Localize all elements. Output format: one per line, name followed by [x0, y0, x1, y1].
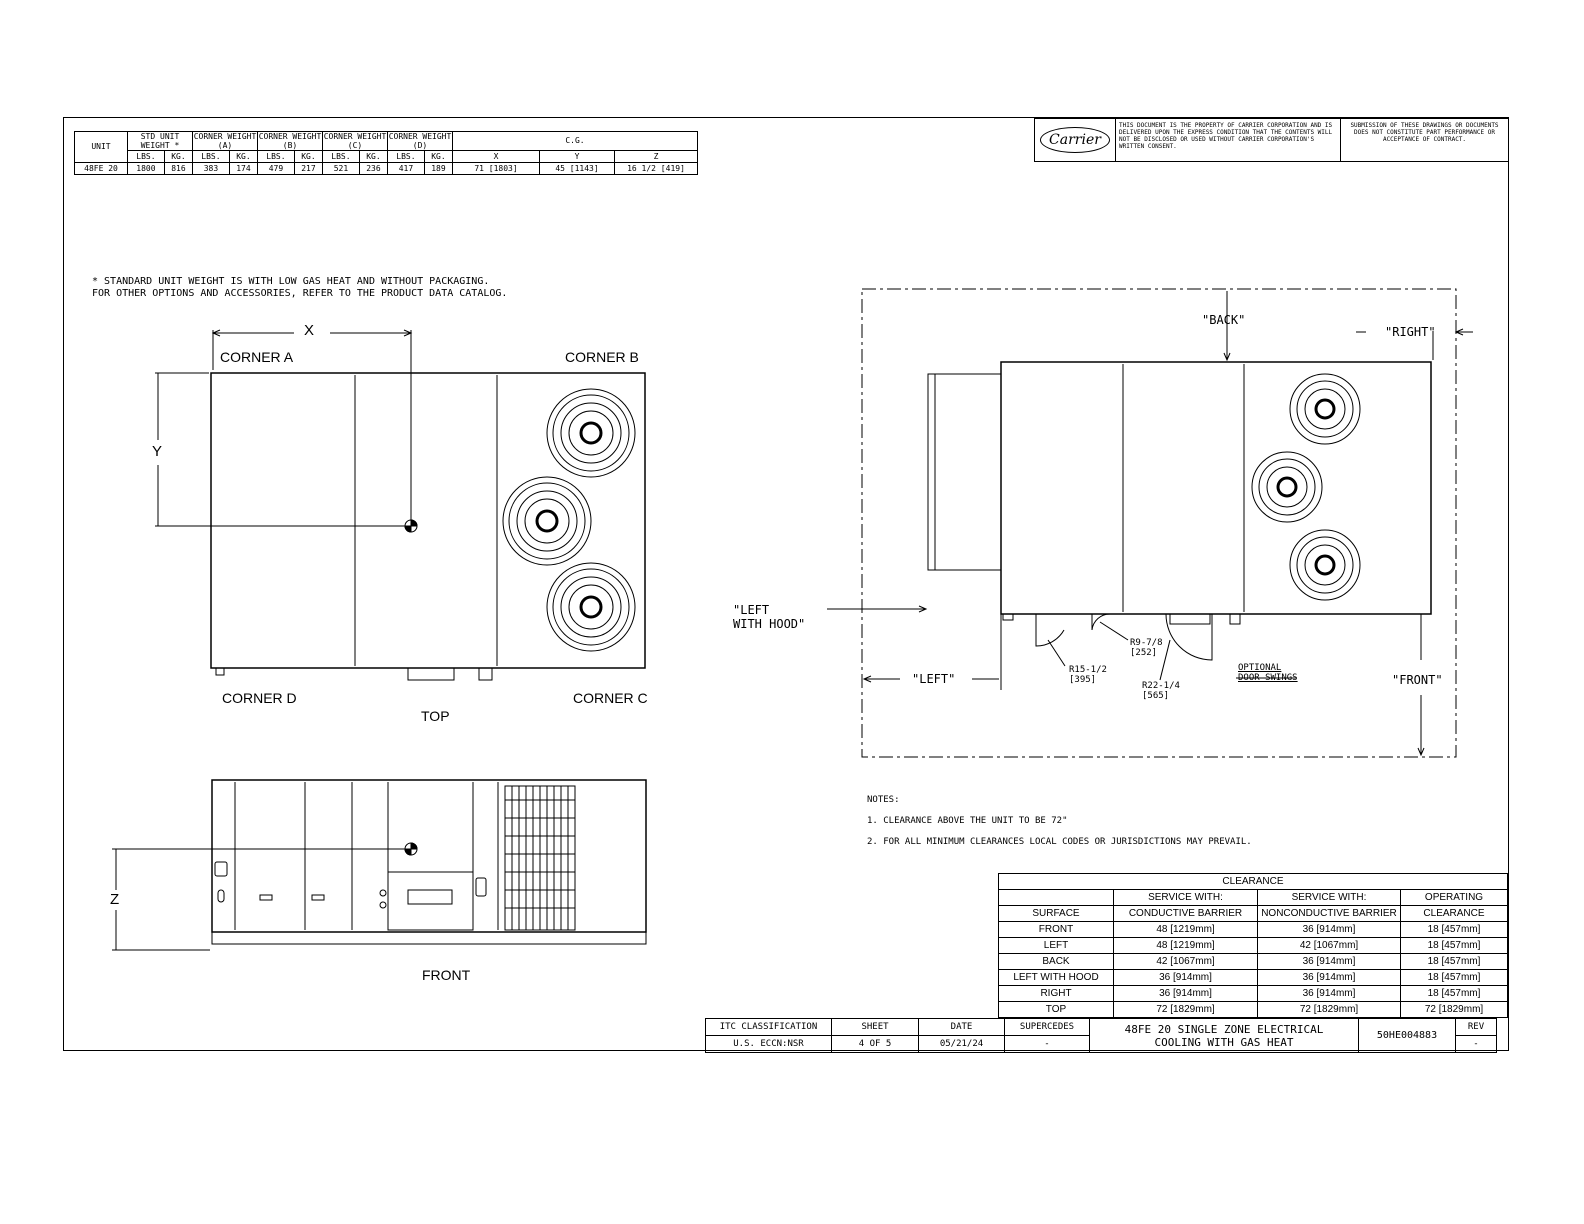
submission-disclaimer: SUBMISSION OF THESE DRAWINGS OR DOCUMENTS DOES NOT CONSTITUTE PART PERFORMANCE OR ACCEPTANCE OF CONTRACT.	[1350, 122, 1499, 143]
cell: 18 [457mm]	[1401, 970, 1508, 986]
table-row	[999, 986, 1508, 1002]
condenser-fan-icon	[1290, 374, 1360, 444]
date-label: DATE	[919, 1019, 1005, 1036]
handle-icon	[218, 890, 224, 902]
condenser-fan-icon	[1290, 530, 1360, 600]
lbs-label: LBS.	[258, 151, 295, 163]
cell: 48 [1219mm]	[1114, 922, 1258, 938]
rev-value: -	[1456, 1036, 1497, 1053]
note-1: 1. CLEARANCE ABOVE THE UNIT TO BE 72"	[867, 816, 1068, 826]
sheet-value: 4 OF 5	[832, 1036, 919, 1053]
header-std-weight: STD UNIT WEIGHT *	[128, 132, 193, 151]
blank-cell	[999, 890, 1114, 906]
drawing-description	[1090, 1019, 1359, 1053]
hood	[928, 374, 1001, 570]
itc-value: U.S. ECCN:NSR	[706, 1036, 832, 1053]
condenser-fan-icon	[547, 389, 635, 477]
header-cg: C.G.	[453, 132, 698, 151]
header-service-1: SERVICE WITH:	[1114, 890, 1258, 906]
header-corner-b: CORNER WEIGHT (B)	[258, 132, 322, 150]
supercedes-value: -	[1005, 1036, 1090, 1053]
cell: 189	[424, 163, 452, 175]
cell: 16 1/2 [419]	[615, 163, 698, 175]
table-row	[999, 1002, 1508, 1018]
header-corner-c: CORNER WEIGHT (C)	[323, 132, 387, 150]
header-service-2: SERVICE WITH:	[1258, 890, 1401, 906]
header-unit: UNIT	[75, 132, 128, 163]
header-nonconductive: NONCONDUCTIVE BARRIER	[1258, 906, 1401, 922]
cell: 18 [457mm]	[1401, 954, 1508, 970]
cell: 36 [914mm]	[1114, 970, 1258, 986]
table-row	[999, 954, 1508, 970]
handle-icon	[215, 862, 227, 876]
front-view	[112, 780, 646, 950]
cell: 36 [914mm]	[1114, 986, 1258, 1002]
top-view	[155, 330, 645, 680]
gas-heat-panel	[388, 872, 473, 930]
door-swing	[1166, 614, 1212, 660]
leg	[216, 668, 224, 675]
corner-c-label: CORNER C	[573, 690, 648, 706]
left-with-hood-line-1: "LEFT	[733, 603, 770, 617]
handle-icon	[476, 878, 486, 896]
cell: 36 [914mm]	[1258, 970, 1401, 986]
lbs-label: LBS.	[323, 151, 360, 163]
cell: 36 [914mm]	[1258, 954, 1401, 970]
cg-z-label: Z	[615, 151, 698, 163]
cell: 72 [1829mm]	[1114, 1002, 1258, 1018]
lbs-label: LBS.	[388, 151, 425, 163]
latch-icon	[312, 895, 324, 900]
latch-icon	[260, 895, 272, 900]
cell: 816	[164, 163, 192, 175]
date-value: 05/21/24	[919, 1036, 1005, 1053]
right-label: "RIGHT"	[1385, 325, 1436, 339]
door-swing	[1092, 614, 1110, 630]
unit-outline	[1001, 362, 1431, 614]
corner-d-label: CORNER D	[222, 690, 297, 706]
kg-label: KG.	[164, 151, 192, 163]
surface-cell: BACK	[999, 954, 1114, 970]
cell: 1800	[128, 163, 165, 175]
description-line-1: 48FE 20 SINGLE ZONE ELECTRICAL	[1124, 1022, 1324, 1036]
left-with-hood-line-2: WITH HOOD"	[733, 617, 806, 631]
itc-label: ITC CLASSIFICATION	[706, 1019, 832, 1036]
cell: 236	[359, 163, 387, 175]
radius-1-label	[1069, 665, 1107, 685]
leg	[479, 668, 492, 680]
header-operating: OPERATING	[1401, 890, 1508, 906]
front-view-outline	[212, 780, 646, 932]
cell: 42 [1067mm]	[1258, 938, 1401, 954]
notes-title: NOTES:	[867, 795, 900, 805]
door-swing	[1036, 614, 1064, 646]
surface-cell: FRONT	[999, 922, 1114, 938]
top-view-outline	[211, 373, 645, 668]
table-row	[999, 922, 1508, 938]
front-label: "FRONT"	[1392, 673, 1443, 687]
condenser-fan-icon	[547, 563, 635, 651]
note-2: 2. FOR ALL MINIMUM CLEARANCES LOCAL CODES OR JURISDICTIONS MAY PREVAIL.	[867, 837, 1252, 847]
cell: 72 [1829mm]	[1258, 1002, 1401, 1018]
cell: 36 [914mm]	[1258, 986, 1401, 1002]
surface-cell: LEFT	[999, 938, 1114, 954]
rev-label: REV	[1456, 1019, 1497, 1036]
kg-label: KG.	[294, 151, 322, 163]
left-label: "LEFT"	[912, 672, 956, 686]
clearance-table-title: CLEARANCE	[999, 874, 1508, 890]
header-corner-d: CORNER WEIGHT (D)	[388, 132, 452, 150]
cell: 72 [1829mm]	[1401, 1002, 1508, 1018]
radius-3-label	[1142, 681, 1180, 701]
cell: 479	[258, 163, 295, 175]
dim-z-label: Z	[110, 891, 120, 908]
cell: 417	[388, 163, 425, 175]
sheet-label: SHEET	[832, 1019, 919, 1036]
cell: 383	[193, 163, 230, 175]
notes	[867, 790, 1252, 853]
cg-y-label: Y	[540, 151, 615, 163]
cell: 71 [1803]	[453, 163, 540, 175]
table-row	[999, 938, 1508, 954]
door-swings-line-2: DOOR SWINGS	[1238, 673, 1298, 683]
radius-3-inches: R22-1/4	[1142, 681, 1180, 691]
center-of-gravity-icon	[405, 843, 417, 855]
door-swings-line-1: OPTIONAL	[1238, 663, 1282, 673]
front-view-title: FRONT	[422, 967, 471, 983]
header-corner-a: CORNER WEIGHT (A)	[193, 132, 257, 150]
condenser-fan-icon	[1252, 452, 1322, 522]
radius-2-inches: R9-7/8	[1130, 638, 1163, 648]
title-block	[705, 1018, 1497, 1053]
condenser-coil	[505, 786, 575, 930]
cell: 217	[294, 163, 322, 175]
left-with-hood-label	[733, 603, 805, 631]
corner-b-label: CORNER B	[565, 349, 639, 365]
property-disclaimer: THIS DOCUMENT IS THE PROPERTY OF CARRIER CORPORATION AND IS DELIVERED UPON THE EXPRESS CONDITION THAT THE CONTENTS WILL NOT BE DISCLOSED OR USED WITHOUT CARRIER CORPORATION'S WRITTEN CONSENT.	[1116, 119, 1341, 161]
footnote-line-2: FOR OTHER OPTIONS AND ACCESSORIES, REFER TO THE PRODUCT DATA CATALOG.	[92, 288, 508, 299]
radius-2-label	[1130, 638, 1163, 658]
lbs-label: LBS.	[193, 151, 230, 163]
base-rail	[212, 932, 646, 944]
table-row	[999, 970, 1508, 986]
optional-door-swings-label	[1238, 663, 1298, 683]
radius-1-inches: R15-1/2	[1069, 665, 1107, 675]
radius-2-mm: [252]	[1130, 648, 1158, 658]
supercedes-label: SUPERCEDES	[1005, 1019, 1090, 1036]
kg-label: KG.	[229, 151, 257, 163]
drawing-number: 50HE004883	[1359, 1019, 1456, 1053]
cell: 174	[229, 163, 257, 175]
clearance-table	[998, 873, 1508, 1018]
kg-label: KG.	[424, 151, 452, 163]
access-panel	[408, 668, 454, 680]
dim-x-label: X	[304, 322, 315, 339]
carrier-logo: Carrier	[1035, 119, 1116, 161]
back-label: "BACK"	[1202, 313, 1246, 327]
cg-x-label: X	[453, 151, 540, 163]
center-of-gravity-icon	[405, 520, 417, 532]
cell: 521	[323, 163, 360, 175]
cell: 48 [1219mm]	[1114, 938, 1258, 954]
dim-y-label: Y	[152, 443, 163, 460]
cell: 18 [457mm]	[1401, 922, 1508, 938]
description-line-2: COOLING WITH GAS HEAT	[1154, 1035, 1294, 1049]
header-conductive: CONDUCTIVE BARRIER	[1114, 906, 1258, 922]
header-clearance: CLEARANCE	[1401, 906, 1508, 922]
cell: 42 [1067mm]	[1114, 954, 1258, 970]
radius-1-mm: [395]	[1069, 675, 1097, 685]
condenser-fan-icon	[503, 477, 591, 565]
surface-cell: RIGHT	[999, 986, 1114, 1002]
header-surface: SURFACE	[999, 906, 1114, 922]
top-view-title: TOP	[421, 708, 450, 724]
cell: 36 [914mm]	[1258, 922, 1401, 938]
surface-cell: TOP	[999, 1002, 1114, 1018]
cell: 18 [457mm]	[1401, 986, 1508, 1002]
cell: 18 [457mm]	[1401, 938, 1508, 954]
unit-model: 48FE 20	[75, 163, 128, 175]
footnote-line-1: * STANDARD UNIT WEIGHT IS WITH LOW GAS HEAT AND WITHOUT PACKAGING.	[92, 276, 490, 287]
cell: 45 [1143]	[540, 163, 615, 175]
corner-a-label: CORNER A	[220, 349, 294, 365]
radius-3-mm: [565]	[1142, 691, 1170, 701]
surface-cell: LEFT WITH HOOD	[999, 970, 1114, 986]
lbs-label: LBS.	[128, 151, 165, 163]
kg-label: KG.	[359, 151, 387, 163]
